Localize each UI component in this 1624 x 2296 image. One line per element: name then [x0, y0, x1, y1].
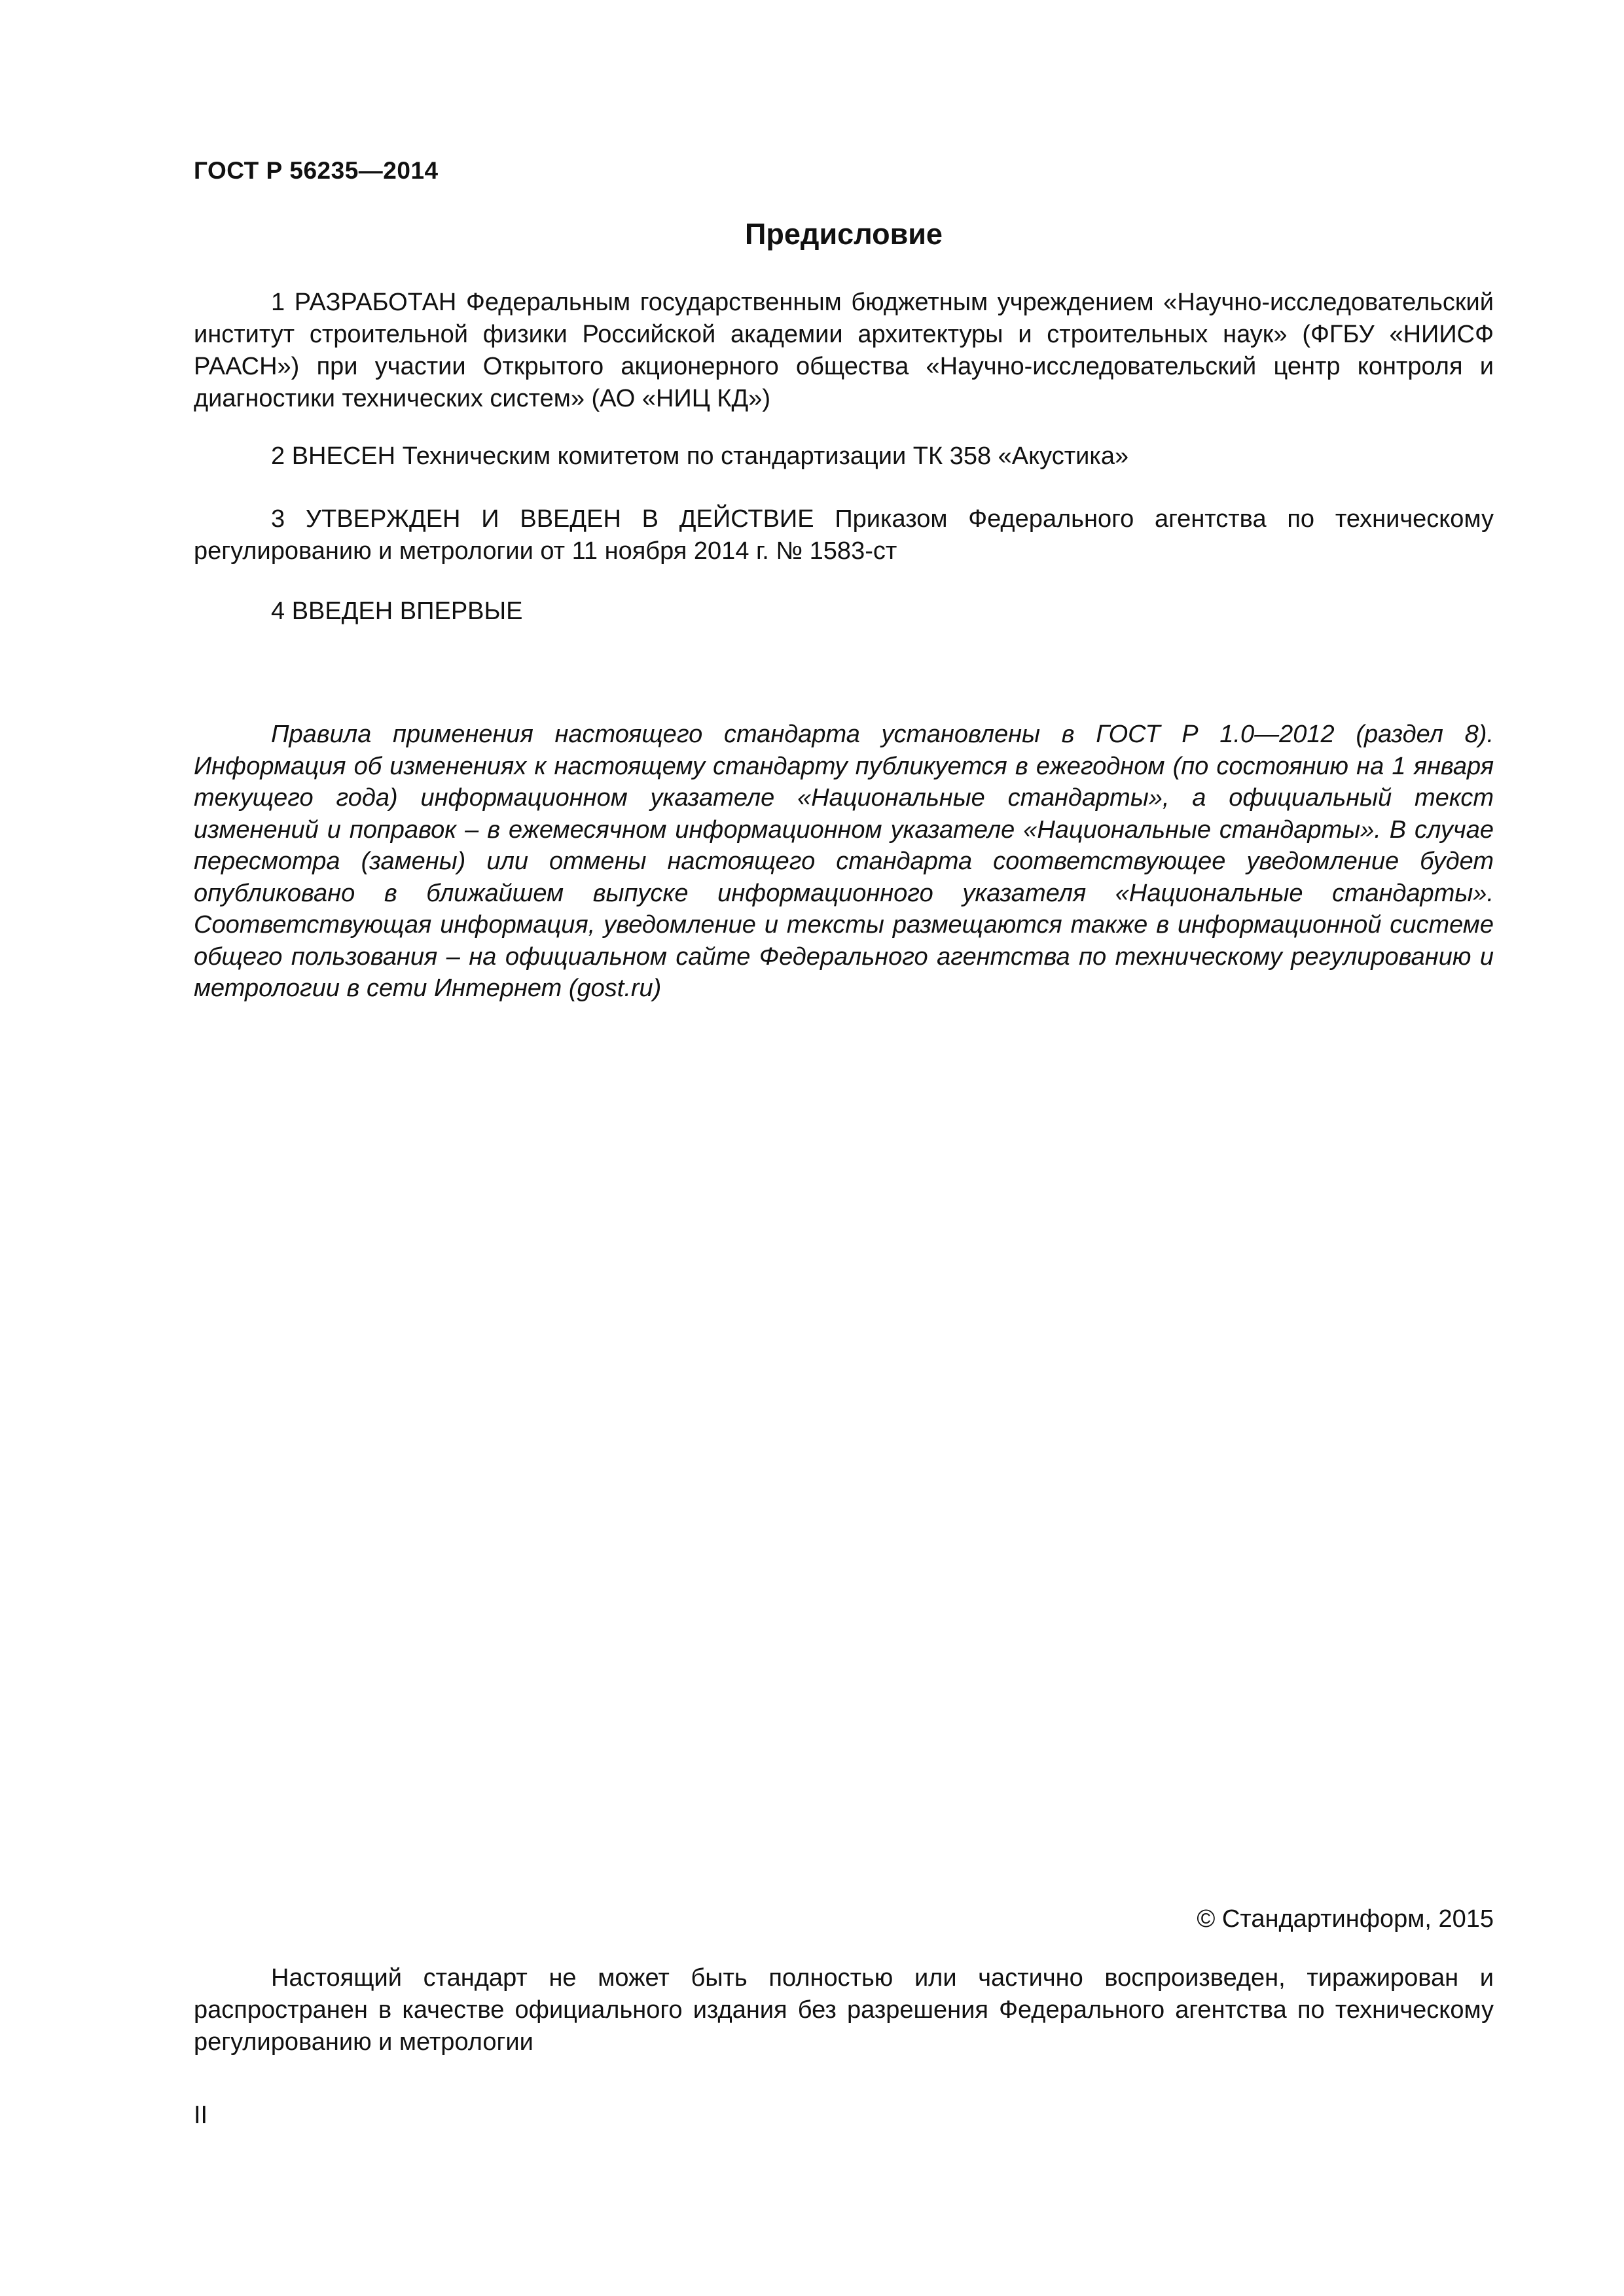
reproduction-notice: Настоящий стандарт не может быть полностью или частично воспроизведен, тиражирован и распространен в качестве официального издания без разрешения Федерального агентства по техническому регулированию и метрологии	[194, 1964, 1494, 2056]
document-code: ГОСТ Р 56235—2014	[194, 157, 439, 184]
foreword-item-approved: 3 УТВЕРЖДЕН И ВВЕДЕН В ДЕЙСТВИЕ Приказом Федерального агентства по техническому регулированию и метрологии от 11 ноября 2014 г. № 1583-ст	[194, 505, 1494, 565]
page-number: II	[194, 2102, 208, 2129]
foreword-item-developed: 1 РАЗРАБОТАН Федеральным государственным бюджетным учреждением «Научно-исследовательский институт строительной физики Российской академии архитектуры и строительных наук» (ФГБУ «НИИСФ РААСН») при участии Открытого акционерного общества «Научно-исследовательский центр контроля и диагностики технических систем» (АО «НИЦ КД»)	[194, 289, 1494, 412]
copyright-line: © Стандартинформ, 2015	[1197, 1905, 1494, 1933]
section-title: Предисловие	[745, 217, 943, 251]
foreword-item-introduced: 2 ВНЕСЕН Техническим комитетом по стандартизации ТК 358 «Акустика»	[271, 442, 1129, 470]
rules-note: Правила применения настоящего стандарта установлены в ГОСТ Р 1.0—2012 (раздел 8). Информация об изменениях к настоящему стандарту публикуется в ежегодном (по состоянию на 1 января текущего года) информационном указателе «Национальные стандарты», а официальный текст изменений и поправок – в ежемесячном информационном указателе «Национальные стандарты». В случае пересмотра (замены) или отмены настоящего стандарта соответствующее уведомление будет опубликовано в ближайшем выпуске информационного указателя «Национальные стандарты». Соответствующая информация, уведомление и тексты размещаются также в информационной системе общего пользования – на официальном сайте Федерального агентства по техническому регулированию и метрологии в сети Интернет (gost.ru)	[194, 721, 1494, 1002]
foreword-item-first-introduced: 4 ВВЕДЕН ВПЕРВЫЕ	[271, 598, 523, 625]
